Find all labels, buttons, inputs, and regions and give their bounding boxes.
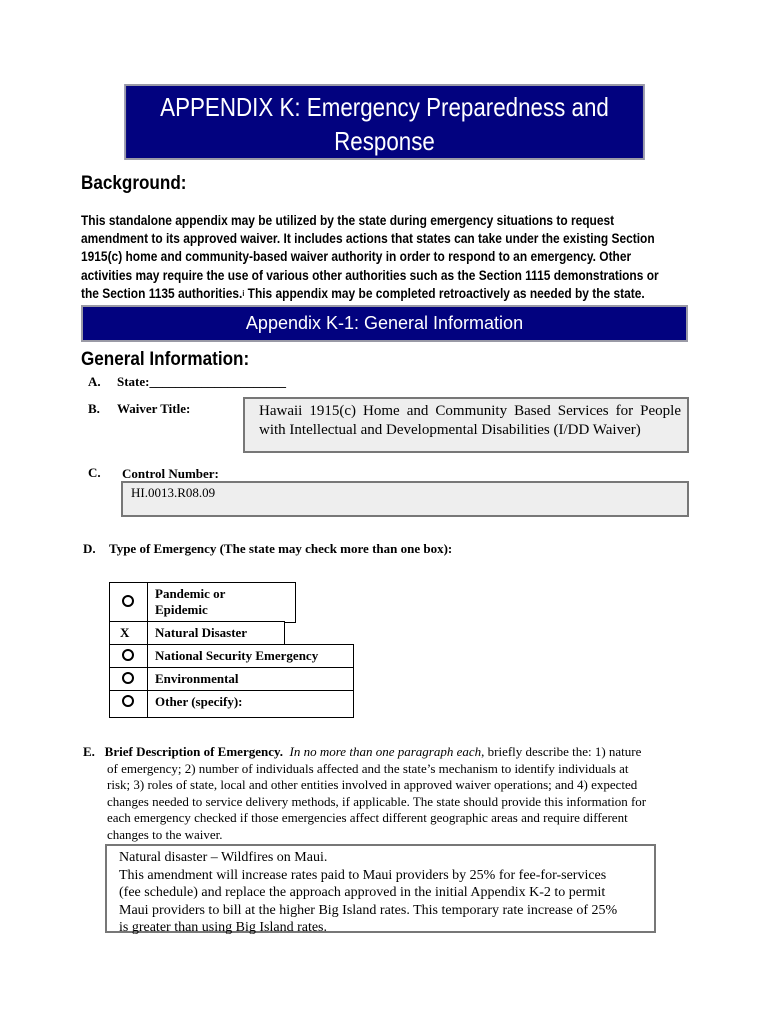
waiver-title-field[interactable]: Hawaii 1915(c) Home and Community Based Services for People with Intellectual and Developmental Disabilities (I/DD Waiver) bbox=[243, 397, 689, 453]
radio-circle-icon bbox=[122, 595, 134, 607]
control-number-field[interactable]: HI.0013.R08.09 bbox=[121, 481, 689, 517]
item-d-letter: D. bbox=[83, 541, 96, 556]
control-number-label: Control Number: bbox=[122, 466, 219, 481]
description-response-field[interactable]: Natural disaster – Wildfires on Maui. This amendment will increase rates paid to Maui providers by 25% for fee-for-services (fee schedule) and replace the approach approved in the initial Appendix K-2 to permit Maui providers to bill at the higher Big Island rates. This temporary rate increase of 25% is greater than using Big Island rates. bbox=[105, 844, 656, 933]
appendix-title-line2: Response bbox=[334, 126, 435, 156]
checkbox-pandemic[interactable] bbox=[109, 582, 149, 623]
item-b-letter: B. bbox=[88, 401, 100, 416]
background-line: activities may require the use of various other authorities such as the Section 1115 demonstrations or bbox=[81, 267, 659, 283]
background-line: 1915(c) home and community-based waiver authority in order to respond to an emergency. Other bbox=[81, 249, 632, 265]
description-instruction: In no more than one paragraph each bbox=[289, 744, 482, 759]
radio-circle-icon bbox=[122, 649, 134, 661]
waiver-title-label: Waiver Title: bbox=[117, 401, 191, 416]
radio-circle-icon bbox=[122, 672, 134, 684]
background-line: amendment to its approved waiver. It includes actions that states can take under the existing Section bbox=[81, 231, 655, 247]
item-a-letter: A. bbox=[88, 374, 101, 389]
section-k1-banner: Appendix K-1: General Information bbox=[81, 305, 688, 342]
option-national-security: National Security Emergency bbox=[147, 644, 354, 669]
footnote-link[interactable]: i bbox=[242, 288, 245, 298]
description-label: Brief Description of Emergency. bbox=[104, 744, 284, 759]
background-paragraph bbox=[81, 212, 692, 303]
radio-circle-icon bbox=[122, 695, 134, 707]
appendix-title-banner bbox=[124, 84, 644, 160]
background-line: This standalone appendix may be utilized by the state during emergency situations to request bbox=[81, 213, 615, 228]
checkbox-other[interactable] bbox=[109, 690, 149, 718]
background-line-last: the Section 1135 authorities.$^i$ This appendix may be completed retroactively as needed by the state. bbox=[81, 285, 645, 301]
appendix-title-line1: APPENDIX K: Emergency Preparedness and bbox=[160, 92, 609, 122]
description-instructions: E. Brief Description of Emergency. In no more than one paragraph each, briefly describe the: 1) nature of emergency; 2) number of individuals affected and the state’s mechanism to identify individuals at risk; 3) roles of state, local and other entities involved in approved waiver operations; and 4) expected changes needed to service delivery methods, if applicable. The state should provide this information for each emergency checked if those emergencies affect different geographic areas and require different changes to the waiver. bbox=[83, 744, 647, 842]
option-pandemic: Pandemic or Epidemic bbox=[147, 582, 296, 623]
emergency-type-table bbox=[109, 582, 359, 720]
checkbox-national-security[interactable] bbox=[109, 644, 149, 669]
general-info-heading: General Information: bbox=[81, 349, 250, 370]
emergency-type-label: Type of Emergency (The state may check more than one box): bbox=[109, 541, 453, 556]
option-environmental: Environmental bbox=[147, 667, 354, 692]
background-heading: Background: bbox=[81, 173, 187, 194]
item-e-letter: E. bbox=[83, 744, 95, 759]
checkbox-environmental[interactable] bbox=[109, 667, 149, 692]
state-field[interactable]: State:_____________________ bbox=[117, 374, 286, 389]
item-c-letter: C. bbox=[88, 465, 101, 480]
option-natural-disaster: Natural Disaster bbox=[147, 621, 285, 646]
checkbox-natural-disaster[interactable]: X bbox=[109, 621, 149, 646]
option-other: Other (specify): bbox=[147, 690, 354, 718]
